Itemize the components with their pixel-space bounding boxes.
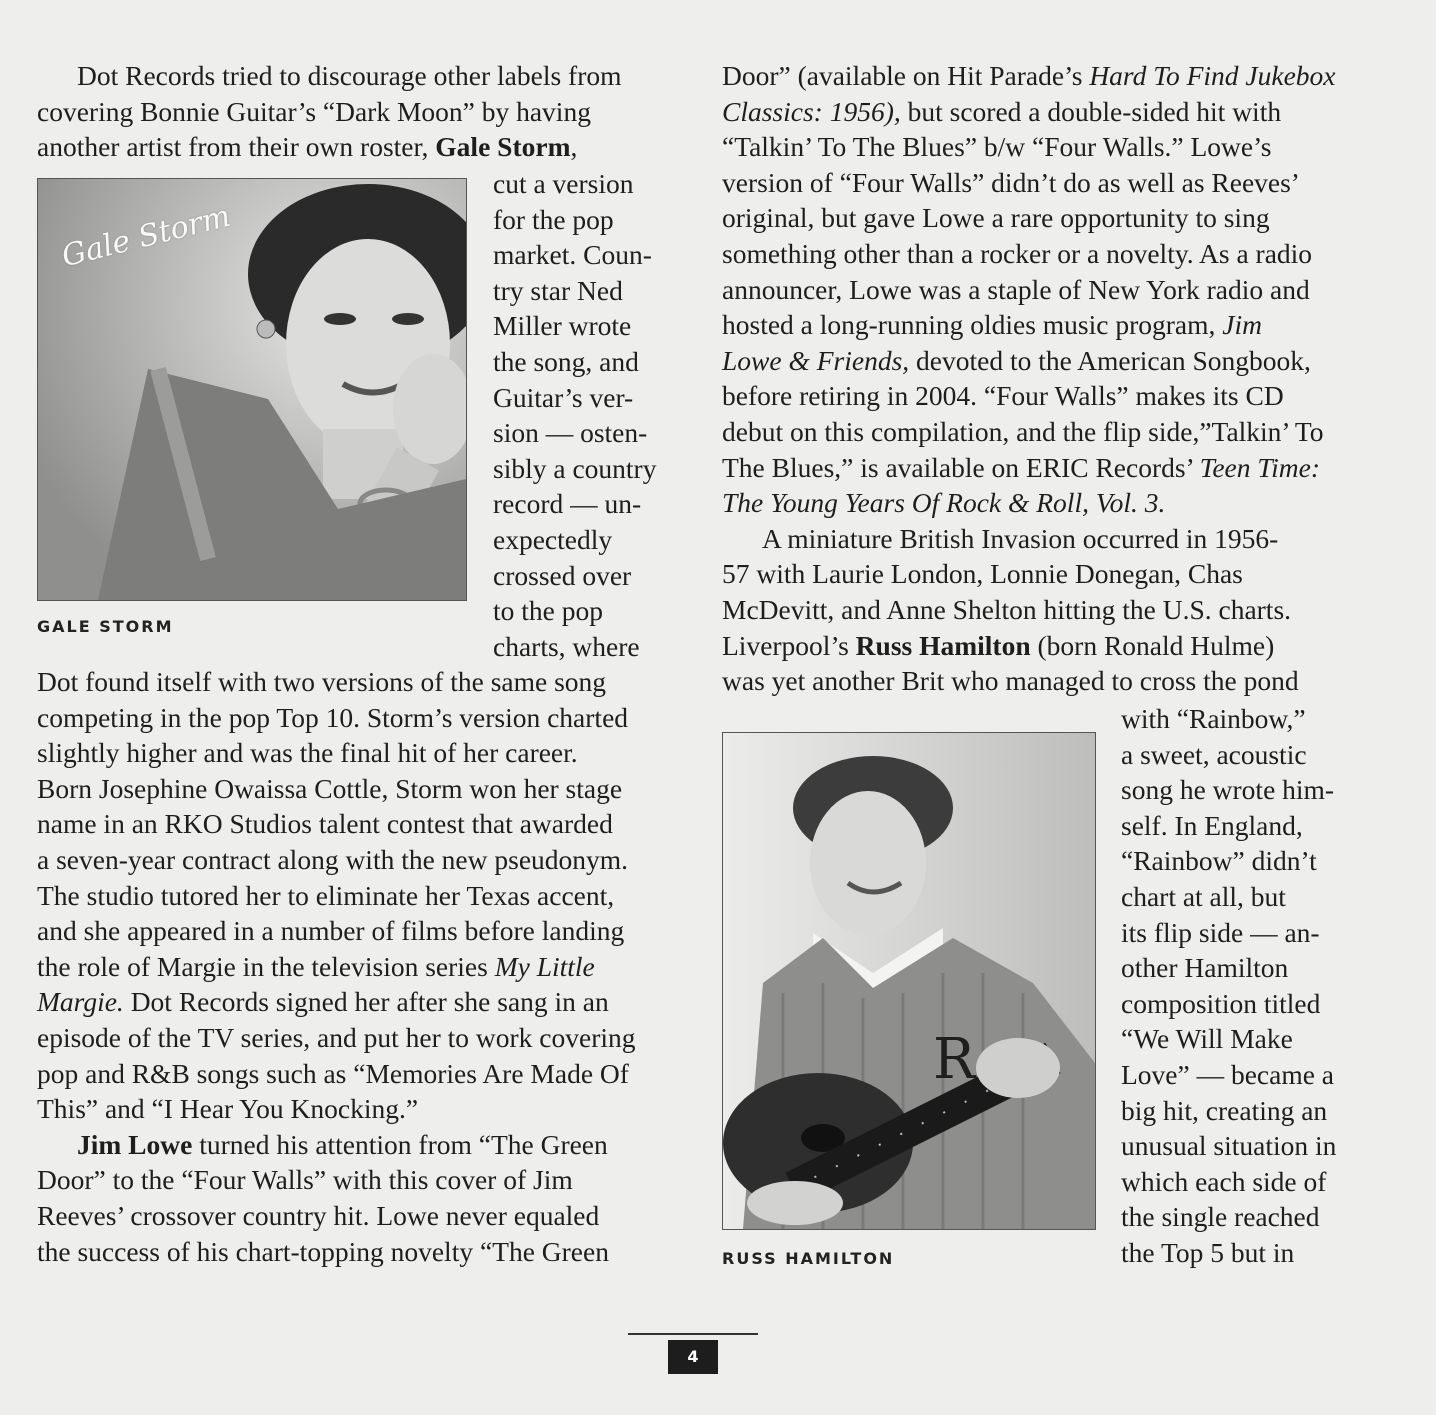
text-line xyxy=(37,94,622,130)
text-line: other Hamilton xyxy=(1121,952,1289,984)
bold-artist-name: Russ Hamilton xyxy=(855,629,1031,661)
text-line: a sweet, acoustic xyxy=(1121,738,1307,770)
line-text: “Talkin’ To The Blues” b/w “Four Walls.” Lowe’s xyxy=(722,131,1272,163)
text-line xyxy=(37,1056,636,1092)
text-line: the song, and xyxy=(493,345,639,377)
line-text: Dot found itself with two versions of the same song xyxy=(37,666,607,697)
text-line xyxy=(37,700,636,736)
text-line xyxy=(722,307,1336,343)
italic-title: The Young Years Of Rock & Roll, Vol. 3. xyxy=(722,487,1166,519)
text-line xyxy=(37,1020,636,1056)
italic-title: Hard To Find Jukebox xyxy=(1089,60,1336,91)
russ-hamilton-portrait xyxy=(723,733,1095,1229)
text-line xyxy=(37,735,636,771)
italic-title: Teen Time: xyxy=(1199,451,1321,483)
line-text: Liverpool’s xyxy=(722,629,856,661)
text-line xyxy=(37,771,636,807)
russ-hamilton-caption: RUSS HAMILTON xyxy=(722,1249,895,1268)
text-line xyxy=(37,949,636,985)
line-text: version of “Four Walls” didn’t do as well as Reeves’ xyxy=(722,166,1300,198)
line-text: something other than a rocker or a novelty. As a radio xyxy=(722,237,1313,269)
text-line xyxy=(722,94,1336,130)
text-line xyxy=(722,592,1336,628)
italic-title: Margie. xyxy=(37,986,124,1018)
text-line: Guitar’s ver- xyxy=(493,381,634,413)
line-text: , xyxy=(570,131,578,163)
text-line: which each side of xyxy=(1121,1165,1327,1197)
line-text: The studio tutored her to eliminate her Texas accent, xyxy=(37,879,615,911)
text-line xyxy=(722,272,1336,308)
text-line xyxy=(37,842,636,878)
text-line xyxy=(37,1234,636,1270)
text-line xyxy=(37,878,636,914)
line-text: the success of his chart-topping novelty “The Green xyxy=(37,1235,609,1267)
text-line xyxy=(722,450,1336,486)
text-line: chart at all, but xyxy=(1121,880,1286,912)
text-line xyxy=(722,414,1336,450)
line-text: A miniature British Invasion occurred in 1956- xyxy=(762,522,1279,554)
text-line: sibly a country xyxy=(493,452,657,484)
line-text: a seven-year contract along with the new pseudonym. xyxy=(37,843,629,875)
line-text: slightly higher and was the final hit of her career. xyxy=(37,737,578,769)
line-text: hosted a long-running oldies music program, xyxy=(722,309,1223,341)
line-text: the role of Margie in the television series xyxy=(37,950,495,982)
line-text: announcer, Lowe was a staple of New York radio and xyxy=(722,273,1310,305)
left-bottom-paragraph xyxy=(37,664,636,1269)
line-text: turned his attention from “The Green xyxy=(192,1128,608,1160)
text-line xyxy=(722,663,1336,699)
text-line xyxy=(722,378,1336,414)
right-top-paragraph xyxy=(722,58,1336,699)
text-line: sion — osten- xyxy=(493,417,648,449)
line-text: McDevitt, and Anne Shelton hitting the U.S. charts. xyxy=(722,593,1292,625)
text-line: crossed over xyxy=(493,559,632,591)
text-line: its flip side — an- xyxy=(1121,916,1320,948)
text-line: “Rainbow” didn’t xyxy=(1121,845,1317,877)
line-text: Door” (available on Hit Parade’s xyxy=(722,60,1090,91)
line-text: Dot Records signed her after she sang in an xyxy=(123,986,609,1018)
line-text: 57 with Laurie London, Lonnie Donegan, Chas xyxy=(722,558,1243,590)
text-line: song he wrote him- xyxy=(1121,774,1335,806)
line-text: episode of the TV series, and put her to work covering xyxy=(37,1021,636,1053)
text-line: the Top 5 but in xyxy=(1121,1236,1295,1268)
line-text: The Blues,” is available on ERIC Records’ xyxy=(722,451,1200,483)
right-wrap-paragraph xyxy=(1121,701,1336,1271)
line-text: competing in the pop Top 10. Storm’s version charted xyxy=(37,701,629,733)
text-line xyxy=(37,984,636,1020)
text-line xyxy=(37,1091,636,1127)
line-text: pop and R&B songs such as “Memories Are Made Of xyxy=(37,1057,629,1089)
line-text: Dot Records tried to discourage other labels from xyxy=(77,60,622,91)
gale-storm-signature: Gale Storm xyxy=(58,198,234,275)
text-line: the single reached xyxy=(1121,1201,1320,1233)
text-line xyxy=(722,165,1336,201)
text-line: expectedly xyxy=(493,523,613,555)
text-line xyxy=(722,521,1336,557)
gale-storm-photo xyxy=(37,178,467,601)
line-text: This” and “I Hear You Knocking.” xyxy=(37,1093,419,1125)
text-line xyxy=(722,58,1336,94)
line-text: Reeves’ crossover country hit. Lowe never equaled xyxy=(37,1199,600,1231)
bold-artist-name: Gale Storm xyxy=(435,131,571,163)
text-line xyxy=(722,628,1336,664)
text-line xyxy=(722,129,1336,165)
text-line: try star Ned xyxy=(493,274,623,306)
text-line: unusual situation in xyxy=(1121,1130,1337,1162)
folio-rule xyxy=(628,1333,758,1335)
italic-title: Lowe & Friends, xyxy=(722,344,910,376)
text-line xyxy=(722,200,1336,236)
text-line xyxy=(722,343,1336,379)
text-line: self. In England, xyxy=(1121,809,1303,841)
russ-hamilton-photo xyxy=(722,732,1096,1230)
text-line xyxy=(37,1198,636,1234)
text-line: with “Rainbow,” xyxy=(1121,703,1306,734)
left-top-paragraph xyxy=(37,58,622,165)
text-line xyxy=(722,236,1336,272)
text-line: composition titled xyxy=(1121,987,1321,1019)
text-line: market. Coun- xyxy=(493,239,652,271)
line-text: was yet another Brit who managed to cross the pond xyxy=(722,665,1299,697)
text-line xyxy=(37,58,622,94)
text-line xyxy=(37,129,622,165)
bold-artist-name: Jim Lowe xyxy=(77,1128,193,1160)
line-text: before retiring in 2004. “Four Walls” makes its CD xyxy=(722,380,1284,412)
italic-title: Classics: 1956), xyxy=(722,95,901,127)
line-text: covering Bonnie Guitar’s “Dark Moon” by having xyxy=(37,95,591,127)
text-line: charts, where xyxy=(493,630,640,662)
line-text: debut on this compilation, and the flip side,”Talkin’ To xyxy=(722,415,1324,447)
text-line xyxy=(722,485,1336,521)
text-line: Miller wrote xyxy=(493,310,632,342)
page-number: 4 xyxy=(668,1340,718,1374)
text-line: Love” — became a xyxy=(1121,1058,1335,1090)
line-text: another artist from their own roster, xyxy=(37,131,436,163)
text-line xyxy=(37,1162,636,1198)
gale-storm-caption: GALE STORM xyxy=(37,617,174,636)
italic-title: My Little xyxy=(494,950,595,982)
text-line xyxy=(37,664,636,700)
line-text: (born Ronald Hulme) xyxy=(1030,629,1275,661)
text-line: cut a version xyxy=(493,168,634,199)
svg-text:R: R xyxy=(933,1027,976,1092)
text-line: “We Will Make xyxy=(1121,1023,1293,1055)
text-line xyxy=(37,806,636,842)
text-line: record — un- xyxy=(493,488,642,520)
text-line: for the pop xyxy=(493,203,614,235)
text-line: to the pop xyxy=(493,595,603,627)
text-line xyxy=(37,913,636,949)
text-line xyxy=(722,556,1336,592)
line-text: and she appeared in a number of films before landing xyxy=(37,915,625,947)
line-text: Born Josephine Owaissa Cottle, Storm won her stage xyxy=(37,772,623,804)
line-text: original, but gave Lowe a rare opportunity to sing xyxy=(722,202,1270,234)
italic-title: Jim xyxy=(1222,309,1262,341)
line-text: but scored a double-sided hit with xyxy=(900,95,1282,127)
left-wrap-paragraph xyxy=(493,166,656,664)
line-text: devoted to the American Songbook, xyxy=(909,344,1311,376)
line-text: name in an RKO Studios talent contest that awarded xyxy=(37,808,613,840)
text-line xyxy=(37,1127,636,1163)
text-line: big hit, creating an xyxy=(1121,1094,1328,1126)
line-text: Door” to the “Four Walls” with this cover of Jim xyxy=(37,1164,573,1196)
